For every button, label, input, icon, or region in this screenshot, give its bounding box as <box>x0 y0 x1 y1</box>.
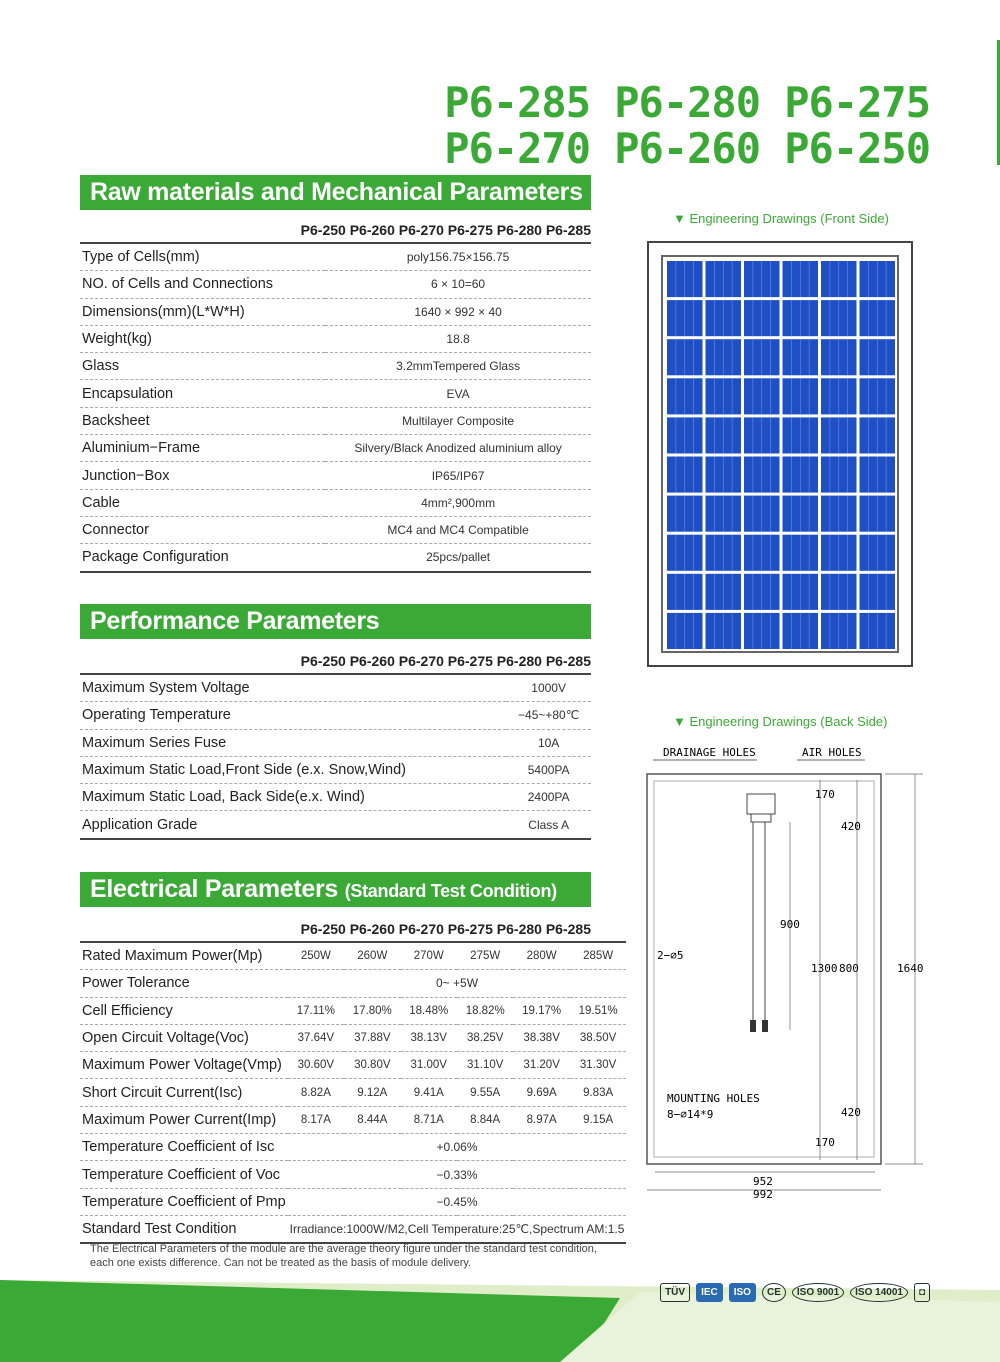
mechanical-table <box>80 242 591 573</box>
table-row <box>80 702 591 729</box>
row-value: MC4 and MC4 Compatible <box>325 516 591 543</box>
cell-value: 18.48% <box>401 997 457 1024</box>
row-label: Dimensions(mm)(L*W*H) <box>80 298 325 325</box>
dim-170-bottom: 170 <box>815 1136 835 1149</box>
table-row <box>80 811 591 839</box>
row-value: Multilayer Composite <box>325 407 591 434</box>
certifications <box>660 1283 930 1302</box>
row-value: 25pcs/pallet <box>325 544 591 572</box>
row-label: Rated Maximum Power(Mp) <box>80 942 288 970</box>
row-value: Silvery/Black Anodized aluminium alloy <box>325 435 591 462</box>
performance-section <box>80 604 591 840</box>
table-row <box>80 1106 626 1133</box>
row-value: −0.45% <box>288 1188 627 1215</box>
row-label: Maximum Power Current(Imp) <box>80 1106 288 1133</box>
mounting-holes-label: MOUNTING HOLES <box>667 1092 760 1105</box>
row-label: Maximum System Voltage <box>80 674 506 702</box>
cert-logo: ISO <box>729 1283 756 1302</box>
row-label: Temperature Coefficient of Isc <box>80 1134 288 1161</box>
cell-value: 19.17% <box>513 997 569 1024</box>
row-label: Backsheet <box>80 407 325 434</box>
cell-value: 8.71A <box>401 1106 457 1133</box>
row-label: Maximum Power Voltage(Vmp) <box>80 1052 288 1079</box>
table-row <box>80 353 591 380</box>
row-value: 1000V <box>506 674 591 702</box>
row-value: 5400PA <box>506 756 591 783</box>
cell-value: 17.11% <box>288 997 344 1024</box>
row-value: 18.8 <box>325 325 591 352</box>
table-row <box>80 544 591 572</box>
table-row <box>80 970 626 997</box>
table-row <box>80 1052 626 1079</box>
cell-value: 8.84A <box>457 1106 513 1133</box>
row-value: poly156.75×156.75 <box>325 243 591 271</box>
bottom-band <box>0 1262 1000 1362</box>
cell-value: 8.44A <box>344 1106 400 1133</box>
front-drawing <box>647 241 913 667</box>
cell-value: 8.17A <box>288 1106 344 1133</box>
dim-420-bottom: 420 <box>841 1106 861 1119</box>
row-value: 4mm²,900mm <box>325 489 591 516</box>
row-label: Maximum Static Load,Front Side (e.x. Snow,Wind) <box>80 756 506 783</box>
mechanical-section <box>80 175 591 573</box>
row-label: Temperature Coefficient of Voc <box>80 1161 288 1188</box>
cell-value: 37.64V <box>288 1024 344 1051</box>
back-drawing-label: ▼ Engineering Drawings (Back Side) <box>673 714 888 729</box>
table-row <box>80 243 591 271</box>
row-value: 10A <box>506 729 591 756</box>
row-value: +0.06% <box>288 1134 627 1161</box>
row-value: Irradiance:1000W/M2,Cell Temperature:25℃,Spectrum AM:1.5 <box>288 1215 627 1243</box>
drainage-holes-label: DRAINAGE HOLES <box>663 746 756 759</box>
row-value: −45~+80℃ <box>506 702 591 729</box>
row-label: Encapsulation <box>80 380 325 407</box>
row-value: 3.2mmTempered Glass <box>325 353 591 380</box>
cell-value: 30.60V <box>288 1052 344 1079</box>
cell-value: 19.51% <box>570 997 627 1024</box>
table-row <box>80 1215 626 1243</box>
row-label: Temperature Coefficient of Pmp <box>80 1188 288 1215</box>
row-label: Standard Test Condition <box>80 1215 288 1243</box>
table-row <box>80 1161 626 1188</box>
cert-logo: ◘ <box>914 1283 930 1302</box>
solar-cells-grid <box>663 257 899 653</box>
table-row <box>80 407 591 434</box>
cell-value: 8.97A <box>513 1106 569 1133</box>
table-row <box>80 380 591 407</box>
cell-value: 9.41A <box>401 1079 457 1106</box>
air-holes-label: AIR HOLES <box>802 746 862 759</box>
row-label: Open Circuit Voltage(Voc) <box>80 1024 288 1051</box>
electrical-table <box>80 941 626 1244</box>
table-row <box>80 325 591 352</box>
table-row <box>80 784 591 811</box>
table-row <box>80 271 591 298</box>
table-row <box>80 942 626 970</box>
cell-value: 275W <box>457 942 513 970</box>
title-line-2: P6-270 P6-260 P6-250 <box>444 124 930 173</box>
cell-value: 9.12A <box>344 1079 400 1106</box>
row-label: Weight(kg) <box>80 325 325 352</box>
row-label: Short Circuit Current(Isc) <box>80 1079 288 1106</box>
cell-value: 280W <box>513 942 569 970</box>
row-value: 2400PA <box>506 784 591 811</box>
table-row <box>80 435 591 462</box>
table-row <box>80 462 591 489</box>
cell-value: 37.88V <box>344 1024 400 1051</box>
cell-value: 270W <box>401 942 457 970</box>
row-label: Aluminium−Frame <box>80 435 325 462</box>
table-row <box>80 674 591 702</box>
cell-value: 31.30V <box>570 1052 627 1079</box>
dim-1640: 1640 <box>897 962 924 975</box>
electrical-section <box>80 872 625 1244</box>
table-row <box>80 516 591 543</box>
hole-spec: 2−⌀5 <box>657 949 684 962</box>
row-value: Class A <box>506 811 591 839</box>
models-header: P6-250 P6-260 P6-270 P6-275 P6-280 P6-285 <box>300 222 591 238</box>
models-header: P6-250 P6-260 P6-270 P6-275 P6-280 P6-285 <box>300 653 591 669</box>
row-label: Cell Efficiency <box>80 997 288 1024</box>
electrical-heading-sub: (Standard Test Condition) <box>344 881 557 901</box>
back-drawing <box>635 740 935 1210</box>
table-row <box>80 1134 626 1161</box>
cell-value: 285W <box>570 942 627 970</box>
row-label: NO. of Cells and Connections <box>80 271 325 298</box>
dim-992: 992 <box>753 1188 773 1201</box>
cell-value: 38.38V <box>513 1024 569 1051</box>
cert-logo: ISO 9001 <box>792 1283 844 1302</box>
cell-value: 9.83A <box>570 1079 627 1106</box>
cell-value: 17.80% <box>344 997 400 1024</box>
dim-170-top: 170 <box>815 788 835 801</box>
table-row <box>80 298 591 325</box>
row-label: Operating Temperature <box>80 702 506 729</box>
dim-900: 900 <box>780 918 800 931</box>
row-value: 0~ +5W <box>288 970 627 997</box>
mounting-spec: 8−⌀14*9 <box>667 1108 714 1121</box>
table-row <box>80 1188 626 1215</box>
table-row <box>80 489 591 516</box>
dim-952: 952 <box>753 1175 773 1188</box>
row-label: Package Configuration <box>80 544 325 572</box>
table-row <box>80 1024 626 1051</box>
row-label: Power Tolerance <box>80 970 288 997</box>
row-label: Glass <box>80 353 325 380</box>
row-label: Connector <box>80 516 325 543</box>
row-label: Cable <box>80 489 325 516</box>
table-row <box>80 1079 626 1106</box>
cell-value: 30.80V <box>344 1052 400 1079</box>
cell-value: 31.10V <box>457 1052 513 1079</box>
performance-heading: Performance Parameters <box>80 604 591 639</box>
row-value: 1640 × 992 × 40 <box>325 298 591 325</box>
electrical-heading <box>80 872 591 907</box>
cert-logo: ISO 14001 <box>850 1283 908 1302</box>
cell-value: 260W <box>344 942 400 970</box>
row-label: Application Grade <box>80 811 506 839</box>
row-value: IP65/IP67 <box>325 462 591 489</box>
cell-value: 9.69A <box>513 1079 569 1106</box>
row-value: −0.33% <box>288 1161 627 1188</box>
footnote: The Electrical Parameters of the module are the average theory figure under the standard test condition, each one exists difference. Can not be treated as the basis of module delivery. <box>90 1243 597 1269</box>
cert-logo: IEC <box>696 1283 723 1302</box>
row-label: Maximum Static Load, Back Side(e.x. Wind) <box>80 784 506 811</box>
row-value: 6 × 10=60 <box>325 271 591 298</box>
table-row <box>80 756 591 783</box>
cell-value: 31.20V <box>513 1052 569 1079</box>
models-header: P6-250 P6-260 P6-270 P6-275 P6-280 P6-285 <box>300 921 591 937</box>
title-line-1: P6-285 P6-280 P6-275 <box>444 78 930 127</box>
row-label: Maximum Series Fuse <box>80 729 506 756</box>
dim-1300: 1300 <box>811 962 838 975</box>
mechanical-heading: Raw materials and Mechanical Parameters <box>80 175 591 210</box>
cell-value: 38.50V <box>570 1024 627 1051</box>
cell-value: 38.13V <box>401 1024 457 1051</box>
dim-420-top: 420 <box>841 820 861 833</box>
cell-value: 8.82A <box>288 1079 344 1106</box>
cell-value: 31.00V <box>401 1052 457 1079</box>
dim-800: 800 <box>839 962 859 975</box>
row-label: Junction−Box <box>80 462 325 489</box>
cell-value: 18.82% <box>457 997 513 1024</box>
electrical-heading-main: Electrical Parameters <box>90 875 339 903</box>
cert-logo: TÜV <box>660 1283 690 1302</box>
cell-value: 9.15A <box>570 1106 627 1133</box>
cert-logo: CE <box>762 1283 786 1302</box>
row-value: EVA <box>325 380 591 407</box>
table-row <box>80 997 626 1024</box>
cell-value: 38.25V <box>457 1024 513 1051</box>
front-drawing-label: ▼ Engineering Drawings (Front Side) <box>673 211 889 226</box>
cell-value: 9.55A <box>457 1079 513 1106</box>
table-row <box>80 729 591 756</box>
row-label: Type of Cells(mm) <box>80 243 325 271</box>
page-title <box>444 80 930 172</box>
cell-value: 250W <box>288 942 344 970</box>
performance-table <box>80 673 591 840</box>
